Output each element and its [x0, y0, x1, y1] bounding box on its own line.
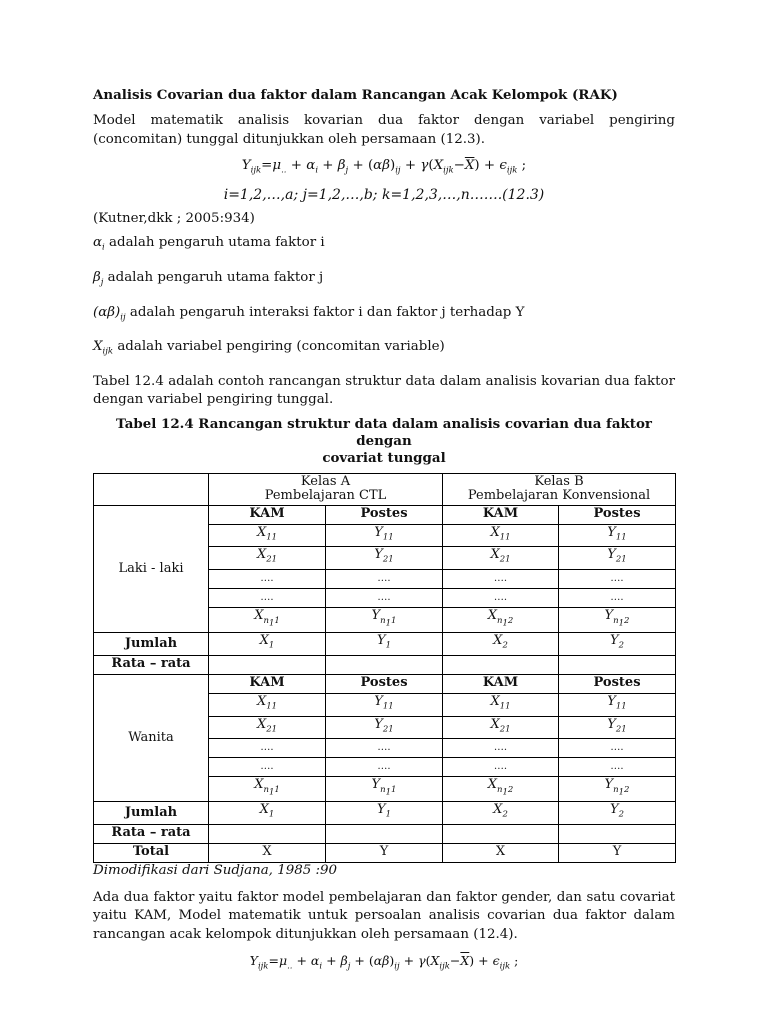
document-page [93, 86, 675, 980]
table-cell: X [209, 843, 326, 862]
table-cell: …. [443, 758, 559, 777]
table-cell: …. [443, 570, 559, 589]
data-structure-table [93, 473, 676, 863]
table-cell: $Y_{21}$ [559, 716, 676, 739]
paragraph-model-12-4: Ada dua faktor yaitu faktor model pembelajaran dan faktor gender, dan satu covariat yaitu KAM, Model matematik untuk persoalan analisis covarian dua faktor dalam rancangan acak kelompok ditunjukkan oleh persamaan (12.4). [93, 889, 675, 942]
subheader-postes: Postes [326, 505, 443, 524]
table-cell [326, 655, 443, 674]
table-cell: $X_1$ [209, 633, 326, 656]
table-cell: $Y_{n_11}$ [326, 608, 443, 633]
table-cell: $Y_{11}$ [326, 693, 443, 716]
row-label-total: Total [94, 843, 209, 862]
table-cell: $X_2$ [443, 633, 559, 656]
group-label-female: Wanita [94, 674, 209, 801]
row-label-rata: Rata – rata [94, 655, 209, 674]
table-cell: …. [559, 758, 676, 777]
table-cell: $Y_{11}$ [559, 693, 676, 716]
row-label-jumlah: Jumlah [94, 633, 209, 656]
table-cell [209, 655, 326, 674]
table-cell: …. [326, 758, 443, 777]
table-cell: …. [559, 570, 676, 589]
definition-covariate: $X_{ijk}$ adalah variabel pengiring (concomitan variable) [93, 339, 445, 357]
table-cell: …. [326, 739, 443, 758]
table-cell: $Y_1$ [326, 633, 443, 656]
table-cell: $Y_{21}$ [326, 547, 443, 570]
table-cell: $X_{11}$ [443, 693, 559, 716]
table-cell: $X_{11}$ [209, 524, 326, 547]
table-cell: $Y_2$ [559, 802, 676, 825]
table-cell: $Y_{n_12}$ [559, 777, 676, 802]
subheader-postes: Postes [559, 674, 676, 693]
table-cell: …. [443, 589, 559, 608]
header-class-b: Kelas B Pembelajaran Konvensional [443, 473, 676, 505]
table-cell: $Y_{21}$ [326, 716, 443, 739]
table-cell [443, 655, 559, 674]
table-cell: $Y_1$ [326, 802, 443, 825]
citation: (Kutner,dkk ; 2005:934) [93, 210, 255, 226]
table-cell: …. [209, 570, 326, 589]
table-cell: …. [326, 570, 443, 589]
subheader-kam: KAM [209, 505, 326, 524]
table-header-row [94, 473, 676, 505]
table-cell: $X_{21}$ [209, 716, 326, 739]
table-cell [443, 824, 559, 843]
table-cell: $X_{n_11}$ [209, 608, 326, 633]
equation-12-3: $Y_{ijk}=\mu_{..} + \alpha_i + \beta_j + (\alpha\beta)_{ij} + \gamma(X_{ijk}-\overline{X}) + \epsilon_{ijk}$ ; [241, 158, 527, 176]
row-label-jumlah: Jumlah [94, 802, 209, 825]
table-cell: $X_{n_12}$ [443, 608, 559, 633]
table-cell: $Y_{n_12}$ [559, 608, 676, 633]
table-cell: …. [209, 739, 326, 758]
table-row [94, 674, 676, 693]
table-cell: …. [559, 739, 676, 758]
table-cell [326, 824, 443, 843]
table-cell: $Y_2$ [559, 633, 676, 656]
definition-interaction: $(\alpha\beta)_{ij}$ adalah pengaruh interaksi faktor i dan faktor j terhadap Y [93, 304, 525, 323]
subheader-kam: KAM [209, 674, 326, 693]
table-row-total [94, 843, 676, 862]
table-row-rata [94, 824, 676, 843]
table-row [94, 505, 676, 524]
header-class-a: Kelas A Pembelajaran CTL [209, 473, 443, 505]
table-cell: Y [559, 843, 676, 862]
subheader-postes: Postes [326, 674, 443, 693]
table-cell [209, 824, 326, 843]
subheader-kam: KAM [443, 505, 559, 524]
table-title: Tabel 12.4 Rancangan struktur data dalam analisis covarian dua faktor dengan covariat tunggal [116, 415, 652, 466]
equation-indices: i=1,2,…,a; j=1,2,…,b; k=1,2,3,…,n…….(12.3) [223, 186, 545, 203]
table-cell: $X_{n_11}$ [209, 777, 326, 802]
paragraph-model-intro: Model matematik analisis kovarian dua faktor dengan variabel pengiring (concomitan) tunggal ditunjukkan oleh persamaan (12.3). [93, 113, 675, 147]
table-cell: $X_{21}$ [443, 716, 559, 739]
table-cell: $X_{21}$ [443, 547, 559, 570]
table-cell: $Y_{21}$ [559, 547, 676, 570]
subheader-kam: KAM [443, 674, 559, 693]
row-label-rata: Rata – rata [94, 824, 209, 843]
table-cell: $Y_{11}$ [559, 524, 676, 547]
table-corner-cell [94, 473, 209, 505]
table-cell [559, 655, 676, 674]
group-label-male: Laki - laki [94, 505, 209, 632]
paragraph-table-intro: Tabel 12.4 adalah contoh rancangan struktur data dalam analisis kovarian dua faktor dengan variabel pengiring tunggal. [93, 373, 675, 408]
subheader-postes: Postes [559, 505, 676, 524]
table-cell: $X_{n_12}$ [443, 777, 559, 802]
table-cell: $X_{11}$ [209, 693, 326, 716]
table-cell [559, 824, 676, 843]
table-cell: …. [209, 758, 326, 777]
section-heading: Analisis Covarian dua faktor dalam Rancangan Acak Kelompok (RAK) [93, 87, 618, 103]
table-cell: …. [209, 589, 326, 608]
table-cell: Y [326, 843, 443, 862]
table-cell: $Y_{11}$ [326, 524, 443, 547]
table-cell: …. [443, 739, 559, 758]
equation-12-4: $Y_{ijk}=\mu_{..} + \alpha_i + \beta_j + (\alpha\beta)_{ij} + \gamma(X_{ijk}-\overline{X}) + \epsilon_{ijk}$ ; [249, 953, 519, 972]
table-cell: …. [326, 589, 443, 608]
table-cell: $Y_{n_11}$ [326, 777, 443, 802]
table-source: Dimodifikasi dari Sudjana, 1985 :90 [93, 862, 338, 878]
table-cell: $X_2$ [443, 802, 559, 825]
definition-alpha: $\alpha_i$ adalah pengaruh utama faktor i [93, 235, 325, 253]
table-row-jumlah [94, 802, 676, 825]
table-cell: $X_1$ [209, 802, 326, 825]
definition-beta: $\beta_j$ adalah pengaruh utama faktor j [93, 269, 324, 288]
table-row-rata [94, 655, 676, 674]
table-row-jumlah [94, 633, 676, 656]
table-cell: $X_{21}$ [209, 547, 326, 570]
table-cell: X [443, 843, 559, 862]
table-cell: $X_{11}$ [443, 524, 559, 547]
table-cell: …. [559, 589, 676, 608]
